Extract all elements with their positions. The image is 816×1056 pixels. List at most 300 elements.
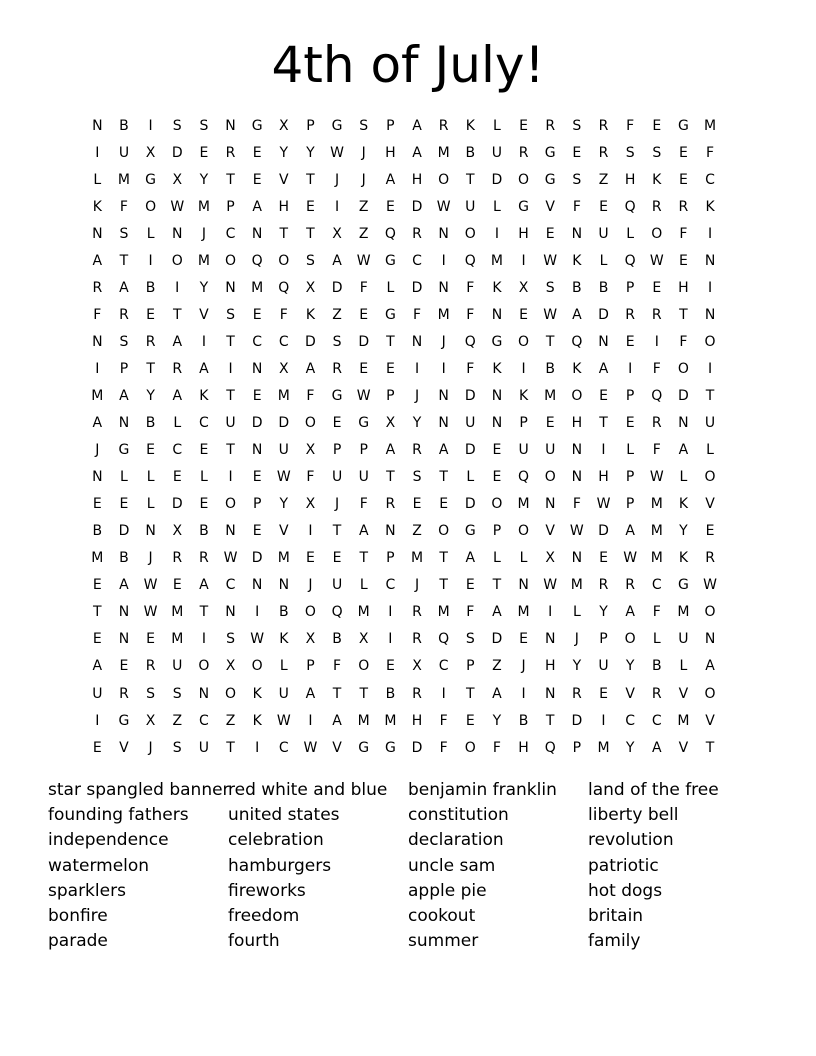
- grid-letter: E: [492, 442, 502, 459]
- grid-letter: W: [356, 252, 371, 269]
- grid-letter: E: [412, 496, 422, 513]
- grid-letter: U: [278, 442, 289, 459]
- grid-letter: B: [92, 523, 103, 540]
- grid-letter: Q: [624, 198, 636, 215]
- word-list-item: cookout: [408, 905, 476, 926]
- grid-letter: T: [359, 550, 368, 567]
- grid-letter: M: [437, 306, 450, 323]
- grid-letter: M: [277, 387, 290, 404]
- grid-letter: N: [678, 415, 689, 432]
- grid-letter: E: [545, 415, 555, 432]
- grid-letter: K: [305, 306, 316, 323]
- grid-letter: J: [414, 387, 420, 404]
- grid-letter: Q: [331, 604, 343, 621]
- grid-letter: I: [335, 198, 340, 215]
- grid-letter: N: [92, 333, 103, 350]
- grid-letter: D: [491, 631, 503, 648]
- grid-letter: Q: [571, 333, 583, 350]
- grid-letter: I: [441, 685, 446, 702]
- grid-letter: R: [625, 306, 635, 323]
- grid-letter: E: [92, 631, 102, 648]
- grid-letter: P: [599, 631, 608, 648]
- grid-letter: M: [677, 604, 690, 621]
- grid-letter: U: [225, 415, 236, 432]
- grid-letter: Z: [598, 171, 609, 188]
- grid-letter: L: [493, 117, 501, 134]
- grid-letter: U: [331, 577, 343, 594]
- grid-letter: Q: [464, 333, 476, 350]
- grid-letter: G: [384, 252, 396, 269]
- grid-letter: R: [705, 550, 715, 567]
- grid-letter: S: [119, 225, 129, 242]
- word-list-item: family: [588, 931, 641, 952]
- grid-letter: J: [148, 550, 153, 567]
- grid-letter: E: [519, 631, 528, 648]
- grid-letter: J: [441, 333, 446, 350]
- grid-letter: X: [145, 712, 156, 729]
- grid-letter: N: [491, 415, 503, 432]
- grid-letter: O: [438, 171, 450, 188]
- grid-letter: O: [677, 360, 689, 377]
- grid-letter: E: [146, 631, 156, 648]
- grid-letter: X: [279, 360, 289, 377]
- grid-letter: Z: [492, 658, 502, 675]
- grid-letter: G: [544, 171, 556, 188]
- grid-letter: Q: [438, 631, 450, 648]
- word-list-item: fireworks: [228, 880, 306, 901]
- grid-letter: B: [332, 631, 342, 648]
- grid-letter: E: [252, 523, 262, 540]
- grid-letter: E: [652, 279, 662, 296]
- grid-letter: I: [388, 604, 393, 621]
- grid-letter: I: [707, 279, 713, 296]
- grid-letter: N: [704, 306, 716, 323]
- grid-letter: R: [625, 577, 635, 594]
- grid-letter: Y: [199, 279, 209, 296]
- grid-letter: U: [545, 442, 556, 459]
- grid-letter: M: [117, 171, 130, 188]
- grid-letter: G: [491, 333, 503, 350]
- grid-letter: F: [626, 117, 635, 134]
- grid-letter: O: [251, 658, 263, 675]
- grid-letter: Z: [172, 712, 183, 729]
- grid-letter: D: [331, 279, 343, 296]
- grid-letter: M: [650, 550, 663, 567]
- grid-letter: E: [146, 442, 156, 459]
- grid-letter: P: [625, 279, 635, 296]
- grid-letter: T: [306, 171, 315, 188]
- grid-letter: E: [252, 144, 262, 161]
- grid-letter: A: [625, 604, 635, 621]
- grid-letter: D: [411, 279, 423, 296]
- grid-letter: L: [626, 225, 635, 242]
- grid-letter: L: [146, 469, 155, 486]
- grid-letter: W: [649, 252, 664, 269]
- grid-letter: E: [199, 144, 209, 161]
- grid-letter: D: [598, 523, 609, 540]
- grid-letter: G: [677, 577, 689, 594]
- grid-letter: M: [410, 550, 424, 567]
- grid-letter: A: [492, 685, 502, 702]
- grid-letter: P: [492, 523, 502, 540]
- grid-letter: M: [437, 604, 450, 621]
- grid-letter: O: [518, 333, 530, 350]
- grid-letter: I: [201, 631, 206, 648]
- grid-letter: E: [252, 387, 262, 404]
- word-list-item: bonfire: [48, 905, 108, 926]
- grid-letter: S: [572, 117, 582, 134]
- grid-letter: E: [119, 496, 129, 513]
- grid-letter: P: [625, 496, 635, 513]
- grid-letter: B: [199, 523, 209, 540]
- grid-letter: D: [171, 496, 183, 513]
- grid-letter: E: [385, 198, 395, 215]
- grid-letter: C: [278, 739, 289, 756]
- grid-letter: D: [491, 171, 503, 188]
- grid-letter: D: [598, 306, 609, 323]
- grid-letter: L: [93, 171, 102, 188]
- grid-letter: R: [651, 306, 662, 323]
- grid-letter: C: [385, 577, 396, 594]
- grid-letter: R: [412, 442, 422, 459]
- word-list-item: revolution: [588, 830, 674, 851]
- grid-letter: R: [571, 685, 582, 702]
- grid-letter: C: [198, 712, 209, 729]
- grid-letter: Q: [624, 252, 636, 269]
- grid-letter: M: [251, 279, 264, 296]
- grid-letter: W: [250, 631, 265, 648]
- grid-letter: E: [252, 306, 262, 323]
- grid-letter: V: [678, 685, 689, 702]
- grid-letter: J: [414, 577, 420, 594]
- word-list-item: hot dogs: [588, 880, 663, 901]
- grid-letter: T: [226, 333, 235, 350]
- grid-letter: M: [650, 496, 663, 513]
- grid-letter: B: [119, 117, 129, 134]
- grid-letter: N: [118, 604, 130, 621]
- grid-letter: X: [279, 117, 289, 134]
- grid-letter: K: [92, 198, 102, 215]
- grid-letter: K: [199, 387, 209, 404]
- grid-letter: C: [172, 442, 183, 459]
- grid-letter: M: [91, 387, 104, 404]
- grid-letter: N: [118, 631, 130, 648]
- grid-letter: H: [385, 144, 396, 161]
- grid-letter: N: [278, 577, 290, 594]
- grid-letter: O: [704, 469, 716, 486]
- grid-letter: G: [251, 117, 263, 134]
- grid-letter: A: [92, 415, 103, 432]
- grid-letter: E: [359, 306, 369, 323]
- grid-letter: E: [252, 469, 262, 486]
- grid-letter: T: [439, 577, 448, 594]
- grid-letter: I: [521, 252, 526, 269]
- grid-letter: M: [517, 496, 530, 513]
- grid-letter: A: [92, 658, 103, 675]
- grid-letter: B: [651, 658, 662, 675]
- grid-letter: R: [145, 333, 156, 350]
- grid-letter: W: [276, 469, 291, 486]
- grid-letter: E: [625, 415, 635, 432]
- grid-letter: A: [119, 577, 129, 594]
- grid-letter: D: [305, 333, 316, 350]
- grid-letter: A: [438, 442, 449, 459]
- grid-letter: V: [332, 739, 342, 756]
- grid-letter: M: [490, 252, 503, 269]
- grid-letter: N: [92, 469, 103, 486]
- grid-letter: O: [491, 496, 503, 513]
- grid-letter: A: [172, 333, 183, 350]
- grid-letter: I: [255, 739, 260, 756]
- grid-letter: V: [545, 198, 555, 215]
- grid-letter: C: [651, 577, 662, 594]
- grid-letter: A: [412, 117, 422, 134]
- grid-letter: E: [92, 496, 102, 513]
- grid-letter: J: [335, 496, 340, 513]
- grid-letter: J: [521, 658, 526, 675]
- grid-letter: O: [651, 225, 663, 242]
- grid-letter: F: [652, 360, 661, 377]
- grid-letter: Y: [412, 415, 422, 432]
- grid-letter: F: [439, 712, 448, 729]
- grid-letter: O: [278, 252, 290, 269]
- grid-letter: X: [305, 279, 316, 296]
- word-list-item: patriotic: [588, 855, 659, 876]
- grid-letter: N: [251, 442, 263, 459]
- grid-letter: J: [361, 171, 366, 188]
- grid-letter: U: [278, 685, 289, 702]
- grid-letter: Q: [544, 739, 556, 756]
- grid-letter: C: [438, 658, 449, 675]
- grid-letter: E: [359, 360, 369, 377]
- grid-letter: N: [225, 279, 236, 296]
- grid-letter: G: [677, 117, 689, 134]
- grid-letter: S: [226, 306, 235, 323]
- grid-letter: T: [359, 685, 368, 702]
- grid-letter: R: [598, 577, 609, 594]
- grid-letter: J: [335, 171, 340, 188]
- grid-letter: K: [572, 252, 582, 269]
- grid-letter: N: [438, 225, 449, 242]
- grid-letter: E: [146, 306, 156, 323]
- word-list-item: sparklers: [48, 880, 126, 901]
- grid-letter: T: [492, 577, 502, 594]
- grid-letter: D: [251, 550, 263, 567]
- grid-letter: L: [386, 279, 395, 296]
- grid-letter: F: [333, 658, 342, 675]
- grid-letter: E: [492, 469, 502, 486]
- word-list-item: hamburgers: [228, 855, 332, 876]
- grid-letter: Q: [464, 252, 476, 269]
- grid-letter: O: [544, 469, 556, 486]
- grid-letter: E: [199, 496, 209, 513]
- grid-letter: E: [599, 685, 608, 702]
- grid-letter: F: [412, 306, 422, 323]
- grid-letter: T: [466, 685, 475, 702]
- grid-letter: J: [148, 739, 153, 756]
- grid-letter: A: [119, 387, 129, 404]
- grid-letter: I: [148, 252, 153, 269]
- grid-letter: R: [598, 117, 609, 134]
- grid-letter: R: [119, 306, 129, 323]
- grid-letter: O: [304, 415, 316, 432]
- grid-letter: H: [571, 415, 583, 432]
- grid-letter: P: [119, 360, 129, 377]
- grid-letter: V: [705, 496, 715, 513]
- grid-letter: M: [544, 387, 557, 404]
- grid-letter: W: [569, 523, 584, 540]
- grid-letter: W: [543, 306, 558, 323]
- grid-letter: E: [519, 306, 528, 323]
- grid-letter: S: [545, 279, 555, 296]
- grid-letter: E: [172, 469, 182, 486]
- grid-letter: I: [707, 360, 713, 377]
- grid-letter: K: [678, 496, 688, 513]
- grid-letter: N: [438, 387, 449, 404]
- grid-letter: O: [571, 387, 583, 404]
- grid-letter: Z: [358, 198, 369, 215]
- word-list-item: founding fathers: [48, 805, 189, 826]
- grid-letter: T: [226, 442, 235, 459]
- grid-letter: U: [598, 225, 609, 242]
- grid-letter: J: [95, 442, 100, 459]
- grid-letter: O: [624, 631, 636, 648]
- grid-letter: U: [198, 739, 209, 756]
- grid-letter: G: [331, 117, 343, 134]
- grid-letter: F: [679, 333, 688, 350]
- grid-letter: Z: [332, 306, 342, 323]
- grid-letter: F: [466, 279, 475, 296]
- grid-letter: O: [438, 523, 450, 540]
- grid-letter: L: [679, 469, 688, 486]
- grid-letter: D: [278, 415, 290, 432]
- grid-letter: D: [678, 387, 689, 404]
- grid-letter: O: [704, 333, 716, 350]
- grid-letter: L: [652, 631, 661, 648]
- grid-letter: R: [332, 360, 342, 377]
- grid-letter: R: [438, 117, 449, 134]
- grid-letter: E: [385, 360, 395, 377]
- word-list-item: benjamin franklin: [408, 780, 557, 800]
- grid-letter: D: [464, 387, 476, 404]
- grid-letter: X: [358, 631, 369, 648]
- grid-letter: O: [225, 685, 237, 702]
- grid-letter: P: [519, 415, 528, 432]
- grid-letter: X: [518, 279, 529, 296]
- grid-letter: Z: [358, 225, 369, 242]
- grid-letter: S: [172, 685, 182, 702]
- grid-letter: X: [305, 496, 316, 513]
- grid-letter: F: [652, 442, 661, 459]
- grid-letter: E: [572, 144, 582, 161]
- grid-letter: F: [306, 469, 315, 486]
- grid-letter: N: [251, 577, 263, 594]
- grid-letter: A: [678, 442, 689, 459]
- grid-letter: R: [225, 144, 236, 161]
- grid-letter: R: [545, 117, 556, 134]
- grid-letter: S: [332, 333, 342, 350]
- grid-letter: P: [386, 117, 395, 134]
- grid-letter: T: [332, 685, 342, 702]
- grid-letter: H: [411, 171, 423, 188]
- grid-letter: R: [678, 198, 689, 215]
- grid-letter: E: [385, 658, 395, 675]
- grid-letter: I: [148, 117, 153, 134]
- grid-letter: K: [652, 171, 662, 188]
- grid-letter: K: [678, 550, 688, 567]
- grid-letter: S: [119, 333, 129, 350]
- grid-letter: K: [492, 279, 502, 296]
- grid-letter: T: [466, 171, 475, 188]
- grid-letter: U: [465, 415, 476, 432]
- grid-letter: N: [411, 333, 423, 350]
- grid-letter: W: [143, 577, 158, 594]
- word-list-item: celebration: [228, 830, 324, 851]
- grid-letter: I: [628, 360, 633, 377]
- grid-letter: I: [228, 469, 233, 486]
- grid-letter: E: [92, 577, 102, 594]
- grid-letter: N: [704, 252, 716, 269]
- grid-letter: O: [704, 685, 716, 702]
- grid-letter: A: [492, 604, 502, 621]
- grid-letter: K: [279, 631, 289, 648]
- grid-letter: X: [305, 442, 316, 459]
- grid-letter: E: [678, 252, 688, 269]
- grid-letter: O: [518, 171, 530, 188]
- grid-letter: J: [308, 577, 313, 594]
- grid-letter: E: [199, 442, 209, 459]
- grid-letter: I: [255, 604, 260, 621]
- grid-letter: U: [118, 144, 130, 161]
- grid-letter: V: [625, 685, 635, 702]
- grid-letter: B: [145, 415, 156, 432]
- grid-letter: R: [385, 496, 396, 513]
- grid-letter: N: [225, 117, 236, 134]
- grid-letter: T: [705, 387, 715, 404]
- grid-letter: N: [145, 523, 156, 540]
- grid-letter: A: [385, 442, 396, 459]
- word-list-item: freedom: [228, 905, 300, 926]
- grid-letter: R: [412, 631, 422, 648]
- grid-letter: H: [624, 171, 636, 188]
- grid-letter: N: [598, 333, 609, 350]
- grid-letter: G: [331, 387, 343, 404]
- word-list-item: independence: [48, 830, 169, 851]
- grid-letter: A: [412, 144, 422, 161]
- grid-letter: A: [625, 523, 635, 540]
- grid-letter: R: [651, 685, 662, 702]
- grid-letter: F: [652, 604, 661, 621]
- grid-letter: N: [251, 360, 263, 377]
- grid-letter: S: [172, 739, 182, 756]
- grid-letter: V: [279, 171, 289, 188]
- grid-letter: I: [388, 631, 393, 648]
- grid-letter: Y: [492, 712, 502, 729]
- grid-letter: B: [572, 279, 582, 296]
- grid-letter: X: [172, 171, 183, 188]
- grid-letter: M: [277, 550, 290, 567]
- grid-letter: E: [678, 171, 688, 188]
- grid-letter: N: [198, 685, 210, 702]
- grid-letter: M: [597, 739, 610, 756]
- grid-letter: A: [572, 306, 582, 323]
- grid-letter: Y: [625, 739, 635, 756]
- grid-letter: S: [465, 631, 475, 648]
- grid-letter: U: [704, 415, 716, 432]
- grid-letter: G: [118, 712, 130, 729]
- grid-letter: E: [599, 387, 608, 404]
- grid-letter: H: [518, 739, 529, 756]
